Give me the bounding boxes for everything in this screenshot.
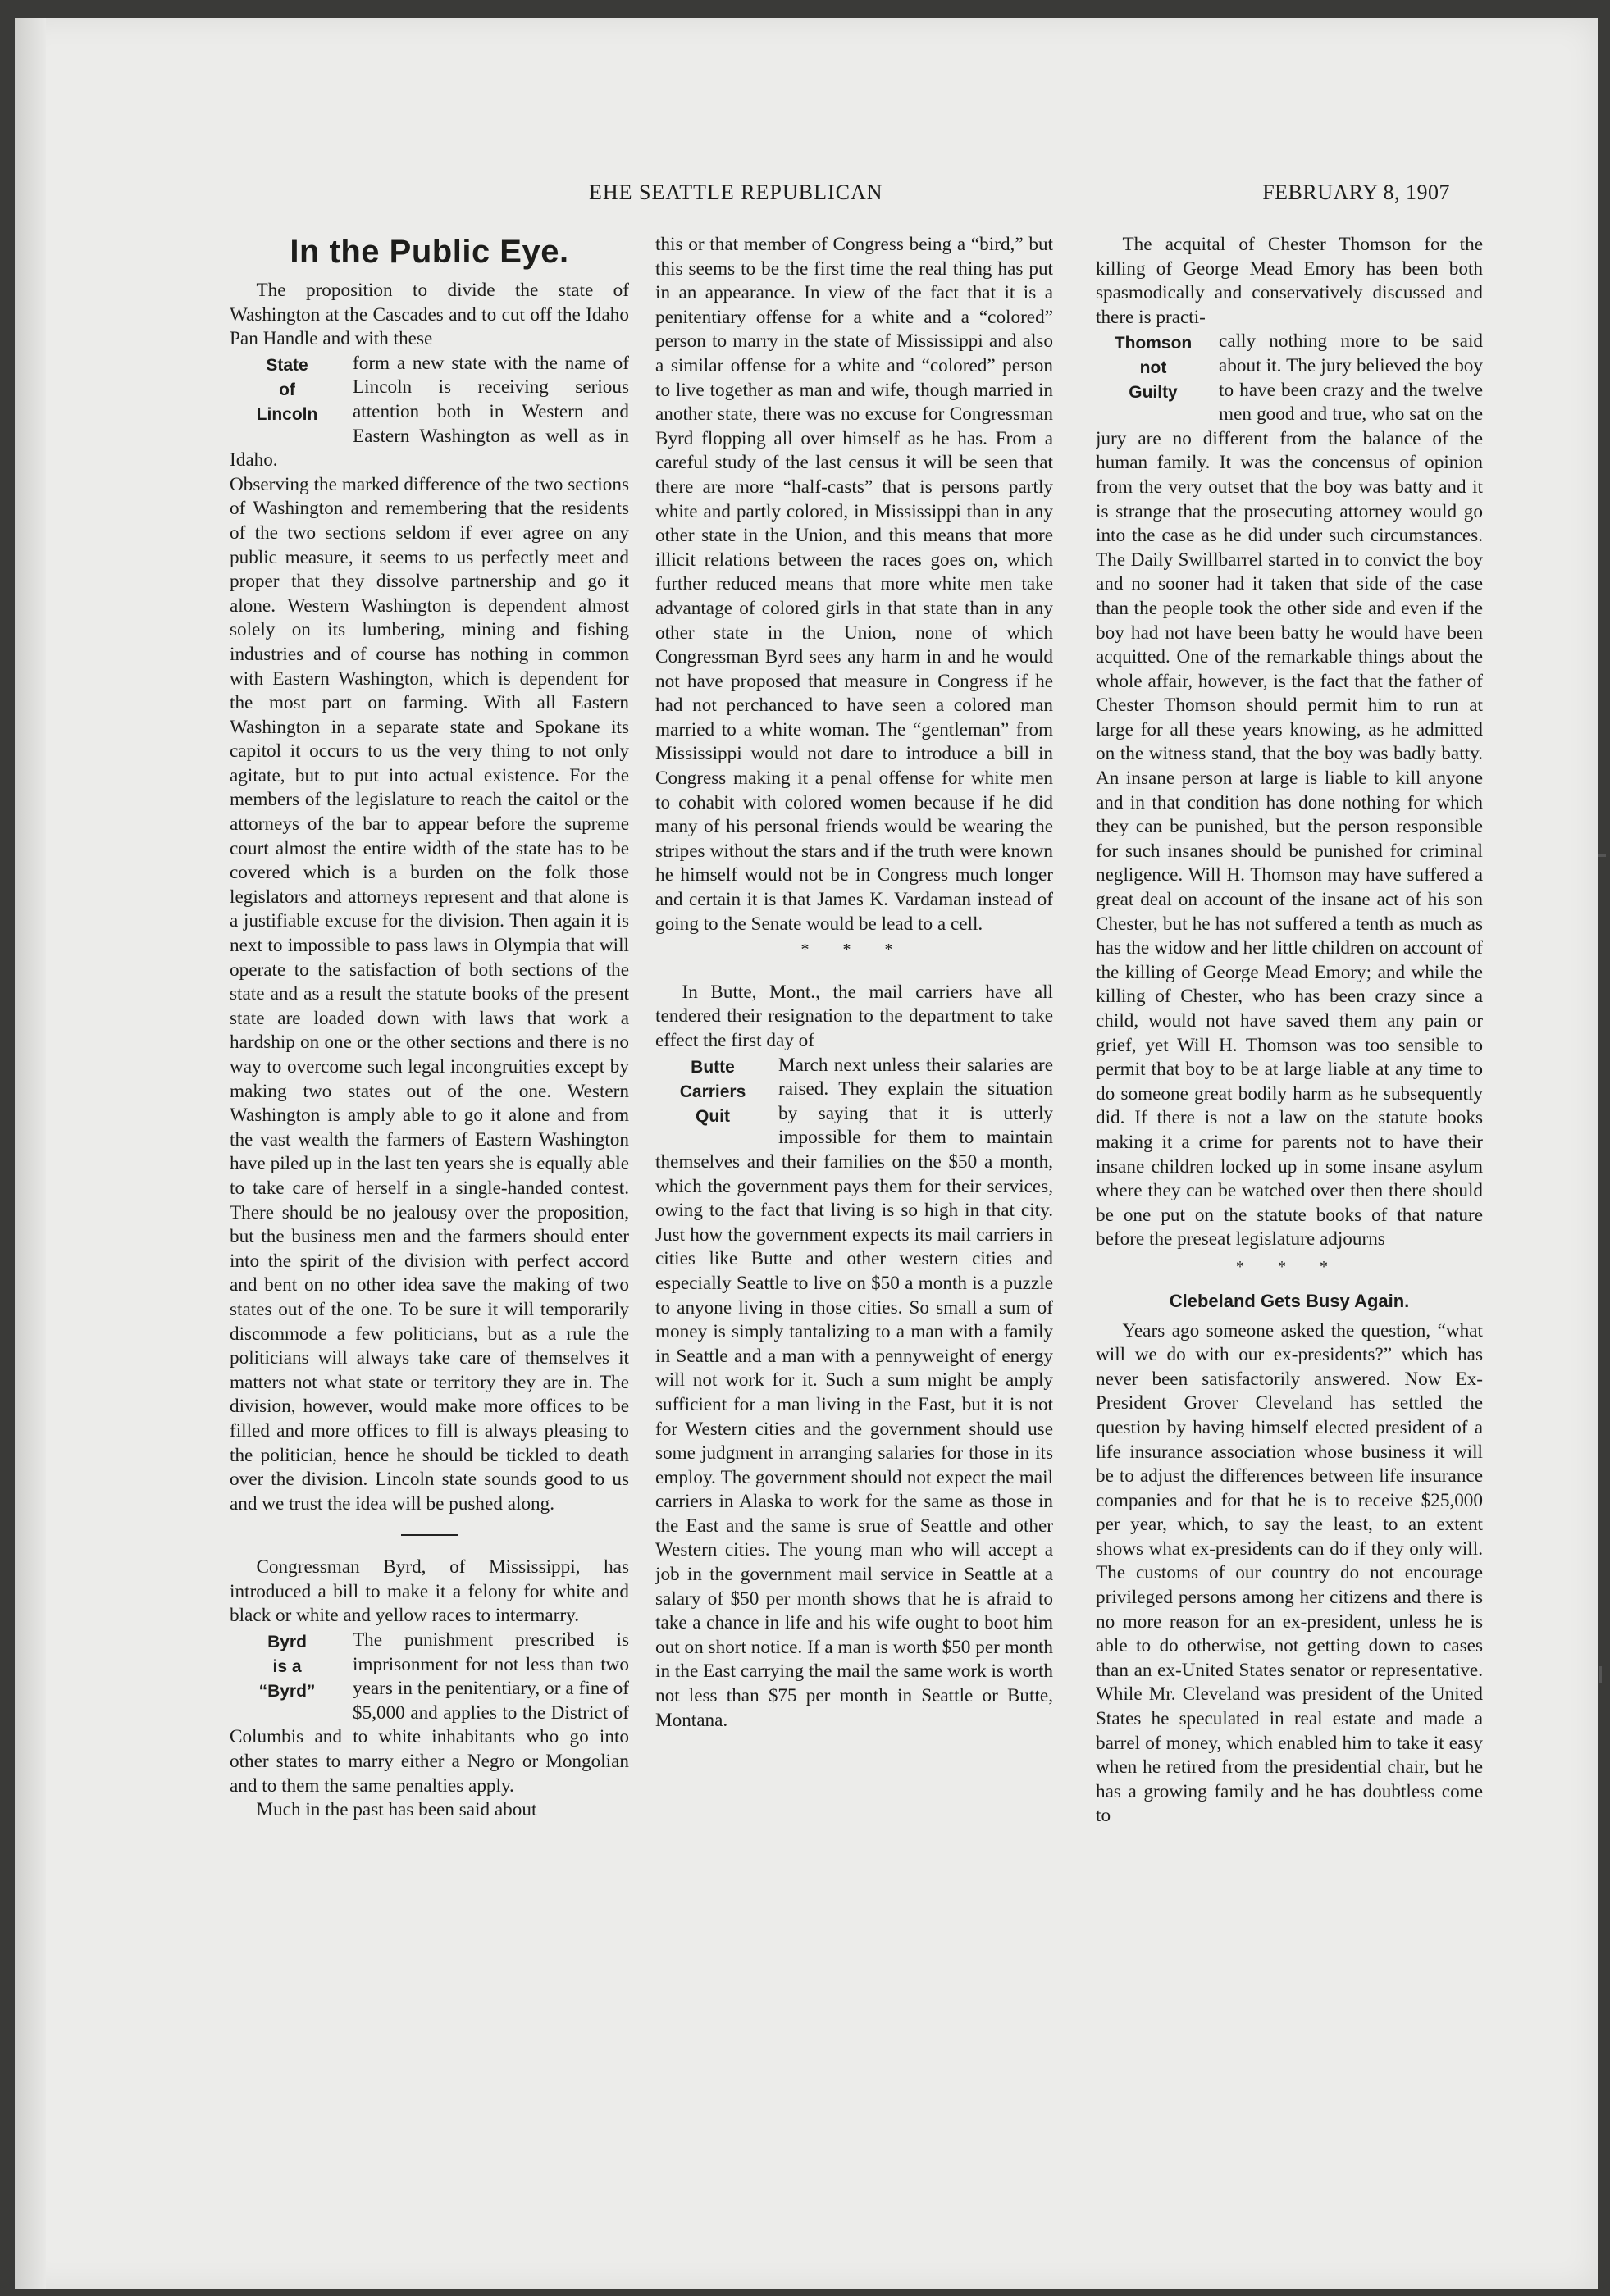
- side-head-byrd: [230, 1630, 344, 1704]
- side-head-line: “Byrd”: [258, 1682, 316, 1702]
- issue-date: FEBRUARY 8, 1907: [1262, 180, 1450, 204]
- side-head-line: Butte: [691, 1057, 735, 1077]
- page-header: [589, 180, 1450, 213]
- side-head-line: Quit: [696, 1106, 730, 1126]
- thomson-wrap-text: cally nothing more to be said about it. The jury believed the boy to have been crazy and the twelve men good and true, who sat on the jury are no different from the balance of the human family. It was the concensus of opinion from the very outset that the boy was batty and it is strange that the prosecuting attorney would go into the case as he did under such circumstances. The Daily Swillbarrel started in to convict the boy and no sooner had it taken that side of the case than the people took the other side and even if the boy had not have been batty he would have been acquitted. One of the remarkable things about the whole affair, however, is the fact that the father of Chester Thomson should permit him to run at large for all these years knowing, as he admitted on the witness stand, that the boy was badly batty. An insane person at large is liable to kill anyone and in that condition has done nothing for which they can be punished, but the person responsible for such insanes should be punished for criminal negligence. Will H. Thomson may have suffered a great deal on account of the insane act of his son Chester, but he has not suffered a tenth as much as has the widow and her little children on account of the killing of George Mead Emory; and while the killing of Chester, who has been crazy since a child, would not have saved them any pain or grief, yet Will H. Thomson was too sensible to permit that boy to be at large liable at any time to do someone great bodily harm as he subsequently did. If there is not a law on the statute books making it a crime for parents not to have their insane children locked up in some insane asylum where they can be watched over then there should be one put on the statute books of that nature before the preseat legislature adjourns: [1096, 330, 1483, 1250]
- side-head-line: Guilty: [1129, 383, 1178, 403]
- lincoln-lead-paragraph: The proposition to divide the state of Washington at the Cascades and to cut off the Idaho Pan Handle and with these: [230, 280, 629, 350]
- butte-wrap-paragraph: [655, 1054, 1053, 1733]
- column-1: [230, 233, 629, 1823]
- side-head-line: of: [279, 380, 295, 399]
- margin-mark: [1599, 1666, 1602, 1683]
- section-stars: * * *: [1236, 1257, 1343, 1276]
- byrd-wrap-text: The punishment prescribed is imprisonment for not less than two years in the penitentiary, or a fine of $5,000 and applies to the District of Columbis and to white inhabitants who go into other states to marry either a Negro or Mongolian and to them the same penalties apply.: [230, 1629, 629, 1797]
- side-head-line: State: [266, 355, 308, 375]
- byrd-lead-paragraph: Congressman Byrd, of Mississippi, has introduced a bill to make it a felony for white and black or white and yellow races to intermarry.: [230, 1556, 629, 1627]
- cleveland-headline: Clebeland Gets Busy Again.: [1169, 1290, 1410, 1311]
- newspaper-page: [15, 18, 1598, 2289]
- cleveland-body-paragraph: Years ago someone asked the question, “what will we do with our ex-presidents?” which has never been satisfactorily answered. Now Ex-President Grover Cleveland has settled the question by having himself elected president of a life insurance association whose business it will be to adjust the differences between life insurance companies and for that he is to receive $25,000 per year, which, to say the least, to an extent shows what ex-presidents can do if they only will. The customs of our country do not encourage privileged persons among her citizens and there is no more reason for an ex-president, unless he is able to do otherwise, not getting down to cases than an ex-United States senator or representative. While Mr. Cleveland was president of the United States he speculated in real estate and made a barrel of money, which enabled him to take it easy when he retired from the presidential chair, but he has a growing family and he has doubtless come to: [1096, 1319, 1483, 1827]
- lincoln-wrap-text: form a new state with the name of Lincoln is receiving serious attention both in Western and Eastern Washington as well as in Idaho.: [230, 352, 629, 472]
- side-head-line: Thomson: [1114, 334, 1193, 353]
- side-head-line: Byrd: [267, 1633, 307, 1652]
- column-3: [1096, 233, 1483, 1829]
- thomson-wrap-paragraph: [1096, 330, 1483, 1252]
- side-head-line: not: [1139, 358, 1167, 378]
- side-head-state-of-lincoln: [230, 353, 344, 427]
- page-edge-shadow: [15, 18, 46, 2289]
- column-2: [655, 233, 1053, 1733]
- section-stars: * * *: [800, 941, 908, 959]
- section-title: In the Public Eye.: [290, 234, 569, 270]
- butte-lead-paragraph: In Butte, Mont., the mail carriers have all tendered their resignation to the department to take effect the first day of: [655, 981, 1053, 1051]
- thomson-lead-paragraph: The acquital of Chester Thomson for the killing of George Mead Emory has been both spasmodically and conservatively discussed and there is practi-: [1096, 234, 1483, 328]
- butte-wrap-text: March next unless their salaries are raised. They explain the situation by saying that it is utterly impossible for them to maintain themselves and their families on the $50 a month, which the government pays them for their services, owing to the fact that living is so high in that city. Just how the government expects its mail carriers in cities like Butte and other western cities and especially Seattle to live on $50 a month is a puzzle to anyone living in those cities. So small a sum of money is simply tantalizing to a man with a family in Seattle and a man with a pennyweight of energy will not work for it. Such a sum might be amply sufficient for a man living in the East, but it is not for Western cities and the government should use some judgment in arranging salaries for those in its employ. The government should not expect the mail carriers in Alaska to work for the same as those in the East and the same is srue of Seattle and other Western cities. The young man who will accept a job in the government mail service in Seattle at a salary of $50 per month shows that he is afraid to take a chance in life and his wife ought to boot him out on short notice. If a man is worth $50 per month in the East carrying the mail the same work is worth not less than $75 per month in Seattle or Butte, Montana.: [655, 1054, 1053, 1731]
- lincoln-body-paragraph: Observing the marked difference of the two sections of Washington and remembering that the residents of the two sections seldom if ever agree on any public measure, it seems to us perfectly meet and proper that they dissolve partnership and go it alone. Western Washington is dependent almost solely on its lumbering, mining and fishing industries and of course has nothing in common with Eastern Washington, which is dependent for the most part on farming. With all Eastern Washington in a separate state and Spokane its capitol it occurs to us the very thing to not only agitate, but to put into actual existence. For the members of the legislature to reach the caitol or the attorneys of the bar to appear before the supreme court almost the entire width of the state has to be covered which is a burden on the folk those legislators and attorneys represent and that alone is a justifiable excuse for the division. Then again it is next to impossible to pass laws in Olympia that will operate to the satisfaction of both sections of the state and as a result the statute books of the present state are loaded down with laws that work a hardship on one or the other sections and there is no way to overcome such legal incongruities except by making two states out of the one. Western Washington is amply able to go it alone and from the vast wealth the farmers of Eastern Washington have piled up in the last ten years she is equally able to take care of herself in a single-handed contest. There should be no jealousy over the proposition, but the business men and the farmers should enter into the spirit of the division with perfect accord and bent on no other idea save the making of two states out of the one. To be sure it will temporarily discommode a few politicians, but as a rule the politicians will always take care of themselves it matters not what state or territory they are in. The division, however, would make more offices to be filled and more offices to fill is always pleasing to the politician, hence he should be tickled to death over the division. Lincoln state sounds good to us and we trust the idea will be pushed along.: [230, 473, 629, 1515]
- lincoln-wrap-paragraph: [230, 352, 629, 473]
- side-head-line: Lincoln: [256, 404, 318, 424]
- section-divider: [401, 1534, 458, 1536]
- byrd-body-paragraph: this or that member of Congress being a “bird,” but this seems to be the first time the real thing has put in an appearance. In view of the fact that it is a penitentiary offense for a white and a “colored” person to marry in the state of Mississippi and also a similar offense for a white and “colored” person to live together as man and wife, though married in another state, there was no excuse for Congressman Byrd flopping all over himself as he has. From a careful study of the last census it will be seen that there are more “half-casts” that is persons partly white and partly colored, in Mississippi than in any other state in the Union, and this means that more illicit relations between the races goes on, which further reduced means that more white men take advantage of colored girls in that state than in any other state in the Union, none of which Congressman Byrd sees any harm in and he would not have proposed that measure in Congress if he had not perchanced to have seen a colored man married to a white woman. The “gentleman” from Mississippi would not dare to introduce a bill in Congress making it a penal offense for white men to cohabit with colored women because if he did many of his personal friends would be wearing the stripes without the stars and if the truth were known he himself would not be in Congress much longer and certain it is that James K. Vardaman instead of going to the Senate would be lead to a cell.: [655, 234, 1053, 935]
- margin-mark: [1598, 854, 1606, 857]
- side-head-thomson: [1096, 331, 1211, 405]
- side-head-butte-carriers: [655, 1055, 770, 1129]
- side-head-line: is a: [272, 1657, 302, 1677]
- newspaper-title: EHE SEATTLE REPUBLICAN: [589, 180, 883, 204]
- byrd-wrap-paragraph: [230, 1629, 629, 1798]
- byrd-continuation: Much in the past has been said about: [256, 1799, 537, 1821]
- side-head-line: Carriers: [679, 1082, 746, 1101]
